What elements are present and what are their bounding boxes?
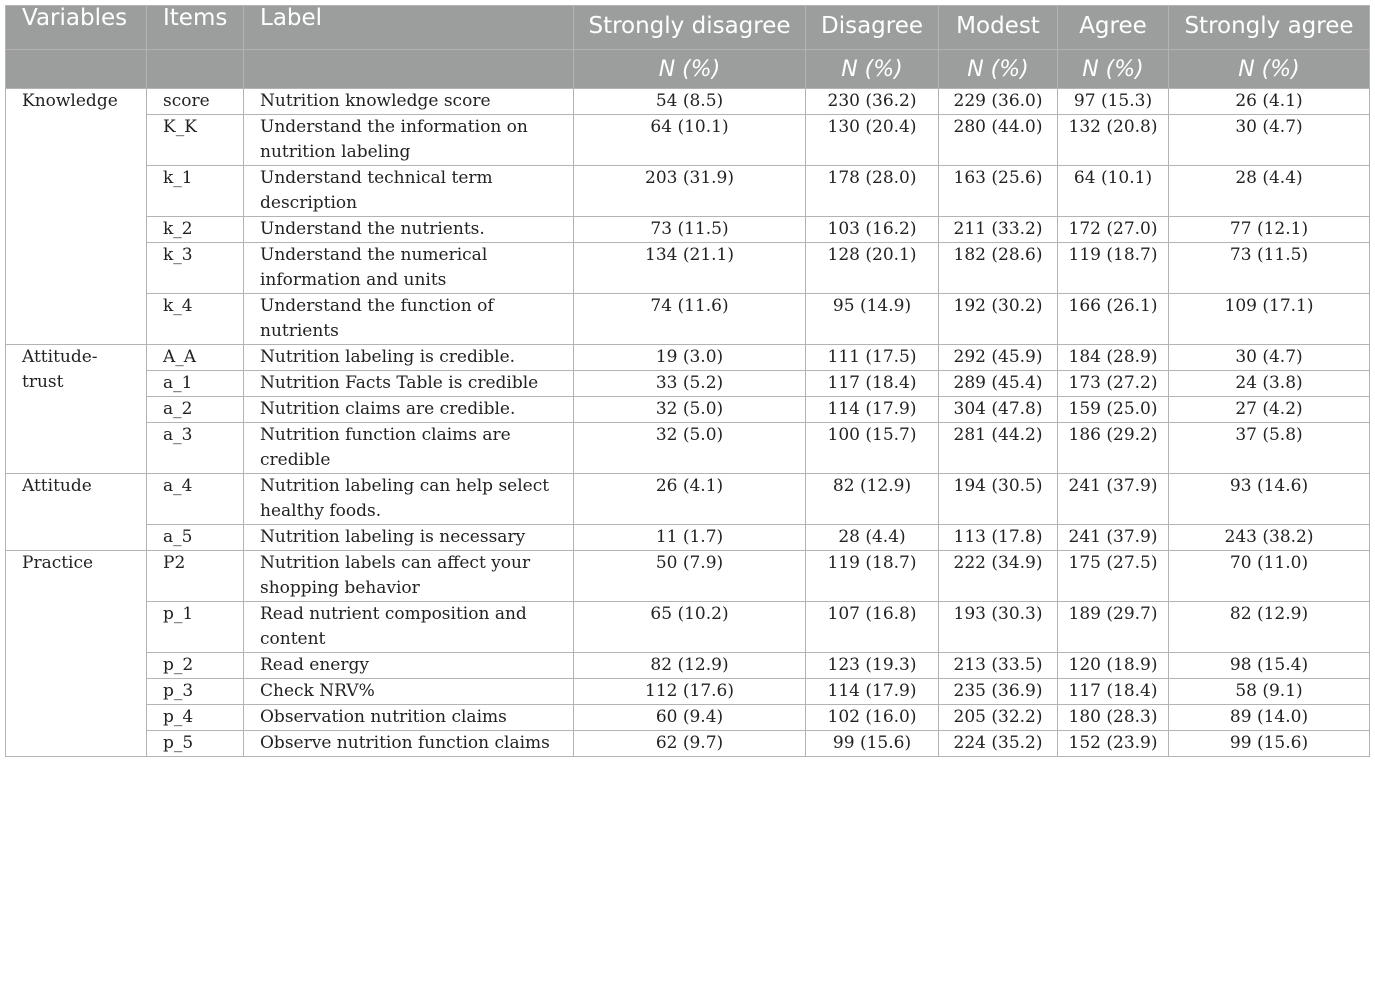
label-cell: Read energy [244,653,574,679]
strongly-disagree-cell: 19 (3.0) [574,345,806,371]
subheader-empty [244,50,574,89]
item-cell: a_5 [147,525,244,551]
modest-cell: 213 (33.5) [939,653,1058,679]
strongly-agree-cell: 93 (14.6) [1169,474,1370,525]
variable-cell: Practice [6,551,147,757]
modest-cell: 205 (32.2) [939,705,1058,731]
strongly-disagree-cell: 62 (9.7) [574,731,806,757]
agree-cell: 172 (27.0) [1058,217,1169,243]
disagree-cell: 111 (17.5) [806,345,939,371]
subheader-n-percent: N (%) [1169,50,1370,89]
label-cell: Understand technical term description [244,166,574,217]
header-strongly-disagree: Strongly disagree [574,6,806,50]
item-cell: score [147,89,244,115]
modest-cell: 280 (44.0) [939,115,1058,166]
strongly-agree-cell: 243 (38.2) [1169,525,1370,551]
modest-cell: 235 (36.9) [939,679,1058,705]
label-cell: Observe nutrition function claims [244,731,574,757]
table-row [6,474,1370,525]
strongly-disagree-cell: 203 (31.9) [574,166,806,217]
disagree-cell: 28 (4.4) [806,525,939,551]
disagree-cell: 114 (17.9) [806,397,939,423]
strongly-disagree-cell: 11 (1.7) [574,525,806,551]
disagree-cell: 95 (14.9) [806,294,939,345]
disagree-cell: 107 (16.8) [806,602,939,653]
disagree-cell: 128 (20.1) [806,243,939,294]
strongly-agree-cell: 37 (5.8) [1169,423,1370,474]
strongly-disagree-cell: 33 (5.2) [574,371,806,397]
label-cell: Nutrition knowledge score [244,89,574,115]
header-disagree: Disagree [806,6,939,50]
table-row [6,371,1370,397]
strongly-agree-cell: 98 (15.4) [1169,653,1370,679]
strongly-agree-cell: 26 (4.1) [1169,89,1370,115]
strongly-agree-cell: 73 (11.5) [1169,243,1370,294]
agree-cell: 184 (28.9) [1058,345,1169,371]
agree-cell: 152 (23.9) [1058,731,1169,757]
label-cell: Understand the nutrients. [244,217,574,243]
item-cell: k_2 [147,217,244,243]
strongly-disagree-cell: 50 (7.9) [574,551,806,602]
strongly-disagree-cell: 60 (9.4) [574,705,806,731]
label-cell: Nutrition claims are credible. [244,397,574,423]
agree-cell: 166 (26.1) [1058,294,1169,345]
strongly-agree-cell: 30 (4.7) [1169,115,1370,166]
disagree-cell: 230 (36.2) [806,89,939,115]
strongly-disagree-cell: 32 (5.0) [574,397,806,423]
header-strongly-agree: Strongly agree [1169,6,1370,50]
table-row [6,243,1370,294]
item-cell: p_1 [147,602,244,653]
table-row [6,551,1370,602]
strongly-agree-cell: 89 (14.0) [1169,705,1370,731]
agree-cell: 132 (20.8) [1058,115,1169,166]
disagree-cell: 178 (28.0) [806,166,939,217]
variable-cell: Attitude [6,474,147,551]
subheader-n-percent: N (%) [806,50,939,89]
agree-cell: 186 (29.2) [1058,423,1169,474]
header-items: Items [147,6,244,50]
strongly-disagree-cell: 54 (8.5) [574,89,806,115]
strongly-agree-cell: 28 (4.4) [1169,166,1370,217]
agree-cell: 241 (37.9) [1058,525,1169,551]
modest-cell: 113 (17.8) [939,525,1058,551]
modest-cell: 224 (35.2) [939,731,1058,757]
agree-cell: 241 (37.9) [1058,474,1169,525]
modest-cell: 211 (33.2) [939,217,1058,243]
modest-cell: 194 (30.5) [939,474,1058,525]
modest-cell: 192 (30.2) [939,294,1058,345]
disagree-cell: 99 (15.6) [806,731,939,757]
item-cell: p_5 [147,731,244,757]
modest-cell: 163 (25.6) [939,166,1058,217]
label-cell: Read nutrient composition and content [244,602,574,653]
agree-cell: 180 (28.3) [1058,705,1169,731]
item-cell: k_1 [147,166,244,217]
agree-cell: 97 (15.3) [1058,89,1169,115]
modest-cell: 229 (36.0) [939,89,1058,115]
strongly-disagree-cell: 65 (10.2) [574,602,806,653]
strongly-agree-cell: 82 (12.9) [1169,602,1370,653]
strongly-agree-cell: 30 (4.7) [1169,345,1370,371]
item-cell: P2 [147,551,244,602]
agree-cell: 175 (27.5) [1058,551,1169,602]
label-cell: Nutrition labels can affect your shopping behavior [244,551,574,602]
header-variables: Variables [6,6,147,50]
table-row [6,89,1370,115]
subheader-n-percent: N (%) [939,50,1058,89]
item-cell: K_K [147,115,244,166]
disagree-cell: 117 (18.4) [806,371,939,397]
item-cell: a_4 [147,474,244,525]
item-cell: k_4 [147,294,244,345]
strongly-agree-cell: 99 (15.6) [1169,731,1370,757]
modest-cell: 182 (28.6) [939,243,1058,294]
table-row [6,653,1370,679]
strongly-disagree-cell: 82 (12.9) [574,653,806,679]
label-cell: Check NRV% [244,679,574,705]
table-row [6,525,1370,551]
kap-table [5,5,1370,757]
label-cell: Nutrition function claims are credible [244,423,574,474]
label-cell: Nutrition labeling is necessary [244,525,574,551]
strongly-disagree-cell: 73 (11.5) [574,217,806,243]
modest-cell: 281 (44.2) [939,423,1058,474]
modest-cell: 292 (45.9) [939,345,1058,371]
subheader-n-percent: N (%) [1058,50,1169,89]
disagree-cell: 100 (15.7) [806,423,939,474]
agree-cell: 64 (10.1) [1058,166,1169,217]
strongly-agree-cell: 58 (9.1) [1169,679,1370,705]
disagree-cell: 119 (18.7) [806,551,939,602]
agree-cell: 189 (29.7) [1058,602,1169,653]
table-row [6,679,1370,705]
strongly-agree-cell: 70 (11.0) [1169,551,1370,602]
disagree-cell: 82 (12.9) [806,474,939,525]
label-cell: Nutrition labeling is credible. [244,345,574,371]
table-row [6,602,1370,653]
label-cell: Understand the function of nutrients [244,294,574,345]
subheader-row [6,50,1370,89]
item-cell: A_A [147,345,244,371]
item-cell: p_3 [147,679,244,705]
label-cell: Nutrition labeling can help select healthy foods. [244,474,574,525]
agree-cell: 159 (25.0) [1058,397,1169,423]
label-cell: Understand the information on nutrition labeling [244,115,574,166]
header-modest: Modest [939,6,1058,50]
disagree-cell: 114 (17.9) [806,679,939,705]
subheader-n-percent: N (%) [574,50,806,89]
strongly-agree-cell: 24 (3.8) [1169,371,1370,397]
disagree-cell: 103 (16.2) [806,217,939,243]
variable-cell: Knowledge [6,89,147,345]
item-cell: a_1 [147,371,244,397]
modest-cell: 222 (34.9) [939,551,1058,602]
modest-cell: 193 (30.3) [939,602,1058,653]
header-row [6,6,1370,50]
strongly-agree-cell: 77 (12.1) [1169,217,1370,243]
strongly-disagree-cell: 112 (17.6) [574,679,806,705]
agree-cell: 173 (27.2) [1058,371,1169,397]
strongly-agree-cell: 109 (17.1) [1169,294,1370,345]
header-agree: Agree [1058,6,1169,50]
item-cell: p_4 [147,705,244,731]
table-row [6,115,1370,166]
subheader-empty [6,50,147,89]
label-cell: Observation nutrition claims [244,705,574,731]
label-cell: Understand the numerical information and units [244,243,574,294]
label-cell: Nutrition Facts Table is credible [244,371,574,397]
strongly-disagree-cell: 26 (4.1) [574,474,806,525]
variable-cell: Attitude-trust [6,345,147,474]
strongly-disagree-cell: 134 (21.1) [574,243,806,294]
table-row [6,294,1370,345]
strongly-agree-cell: 27 (4.2) [1169,397,1370,423]
table-row [6,397,1370,423]
item-cell: a_3 [147,423,244,474]
table-row [6,345,1370,371]
table-row [6,423,1370,474]
item-cell: k_3 [147,243,244,294]
table-row [6,166,1370,217]
disagree-cell: 130 (20.4) [806,115,939,166]
strongly-disagree-cell: 74 (11.6) [574,294,806,345]
table-row [6,217,1370,243]
header-label: Label [244,6,574,50]
strongly-disagree-cell: 64 (10.1) [574,115,806,166]
disagree-cell: 123 (19.3) [806,653,939,679]
agree-cell: 119 (18.7) [1058,243,1169,294]
item-cell: a_2 [147,397,244,423]
table-row [6,731,1370,757]
subheader-empty [147,50,244,89]
agree-cell: 117 (18.4) [1058,679,1169,705]
modest-cell: 289 (45.4) [939,371,1058,397]
table-row [6,705,1370,731]
disagree-cell: 102 (16.0) [806,705,939,731]
item-cell: p_2 [147,653,244,679]
agree-cell: 120 (18.9) [1058,653,1169,679]
strongly-disagree-cell: 32 (5.0) [574,423,806,474]
modest-cell: 304 (47.8) [939,397,1058,423]
